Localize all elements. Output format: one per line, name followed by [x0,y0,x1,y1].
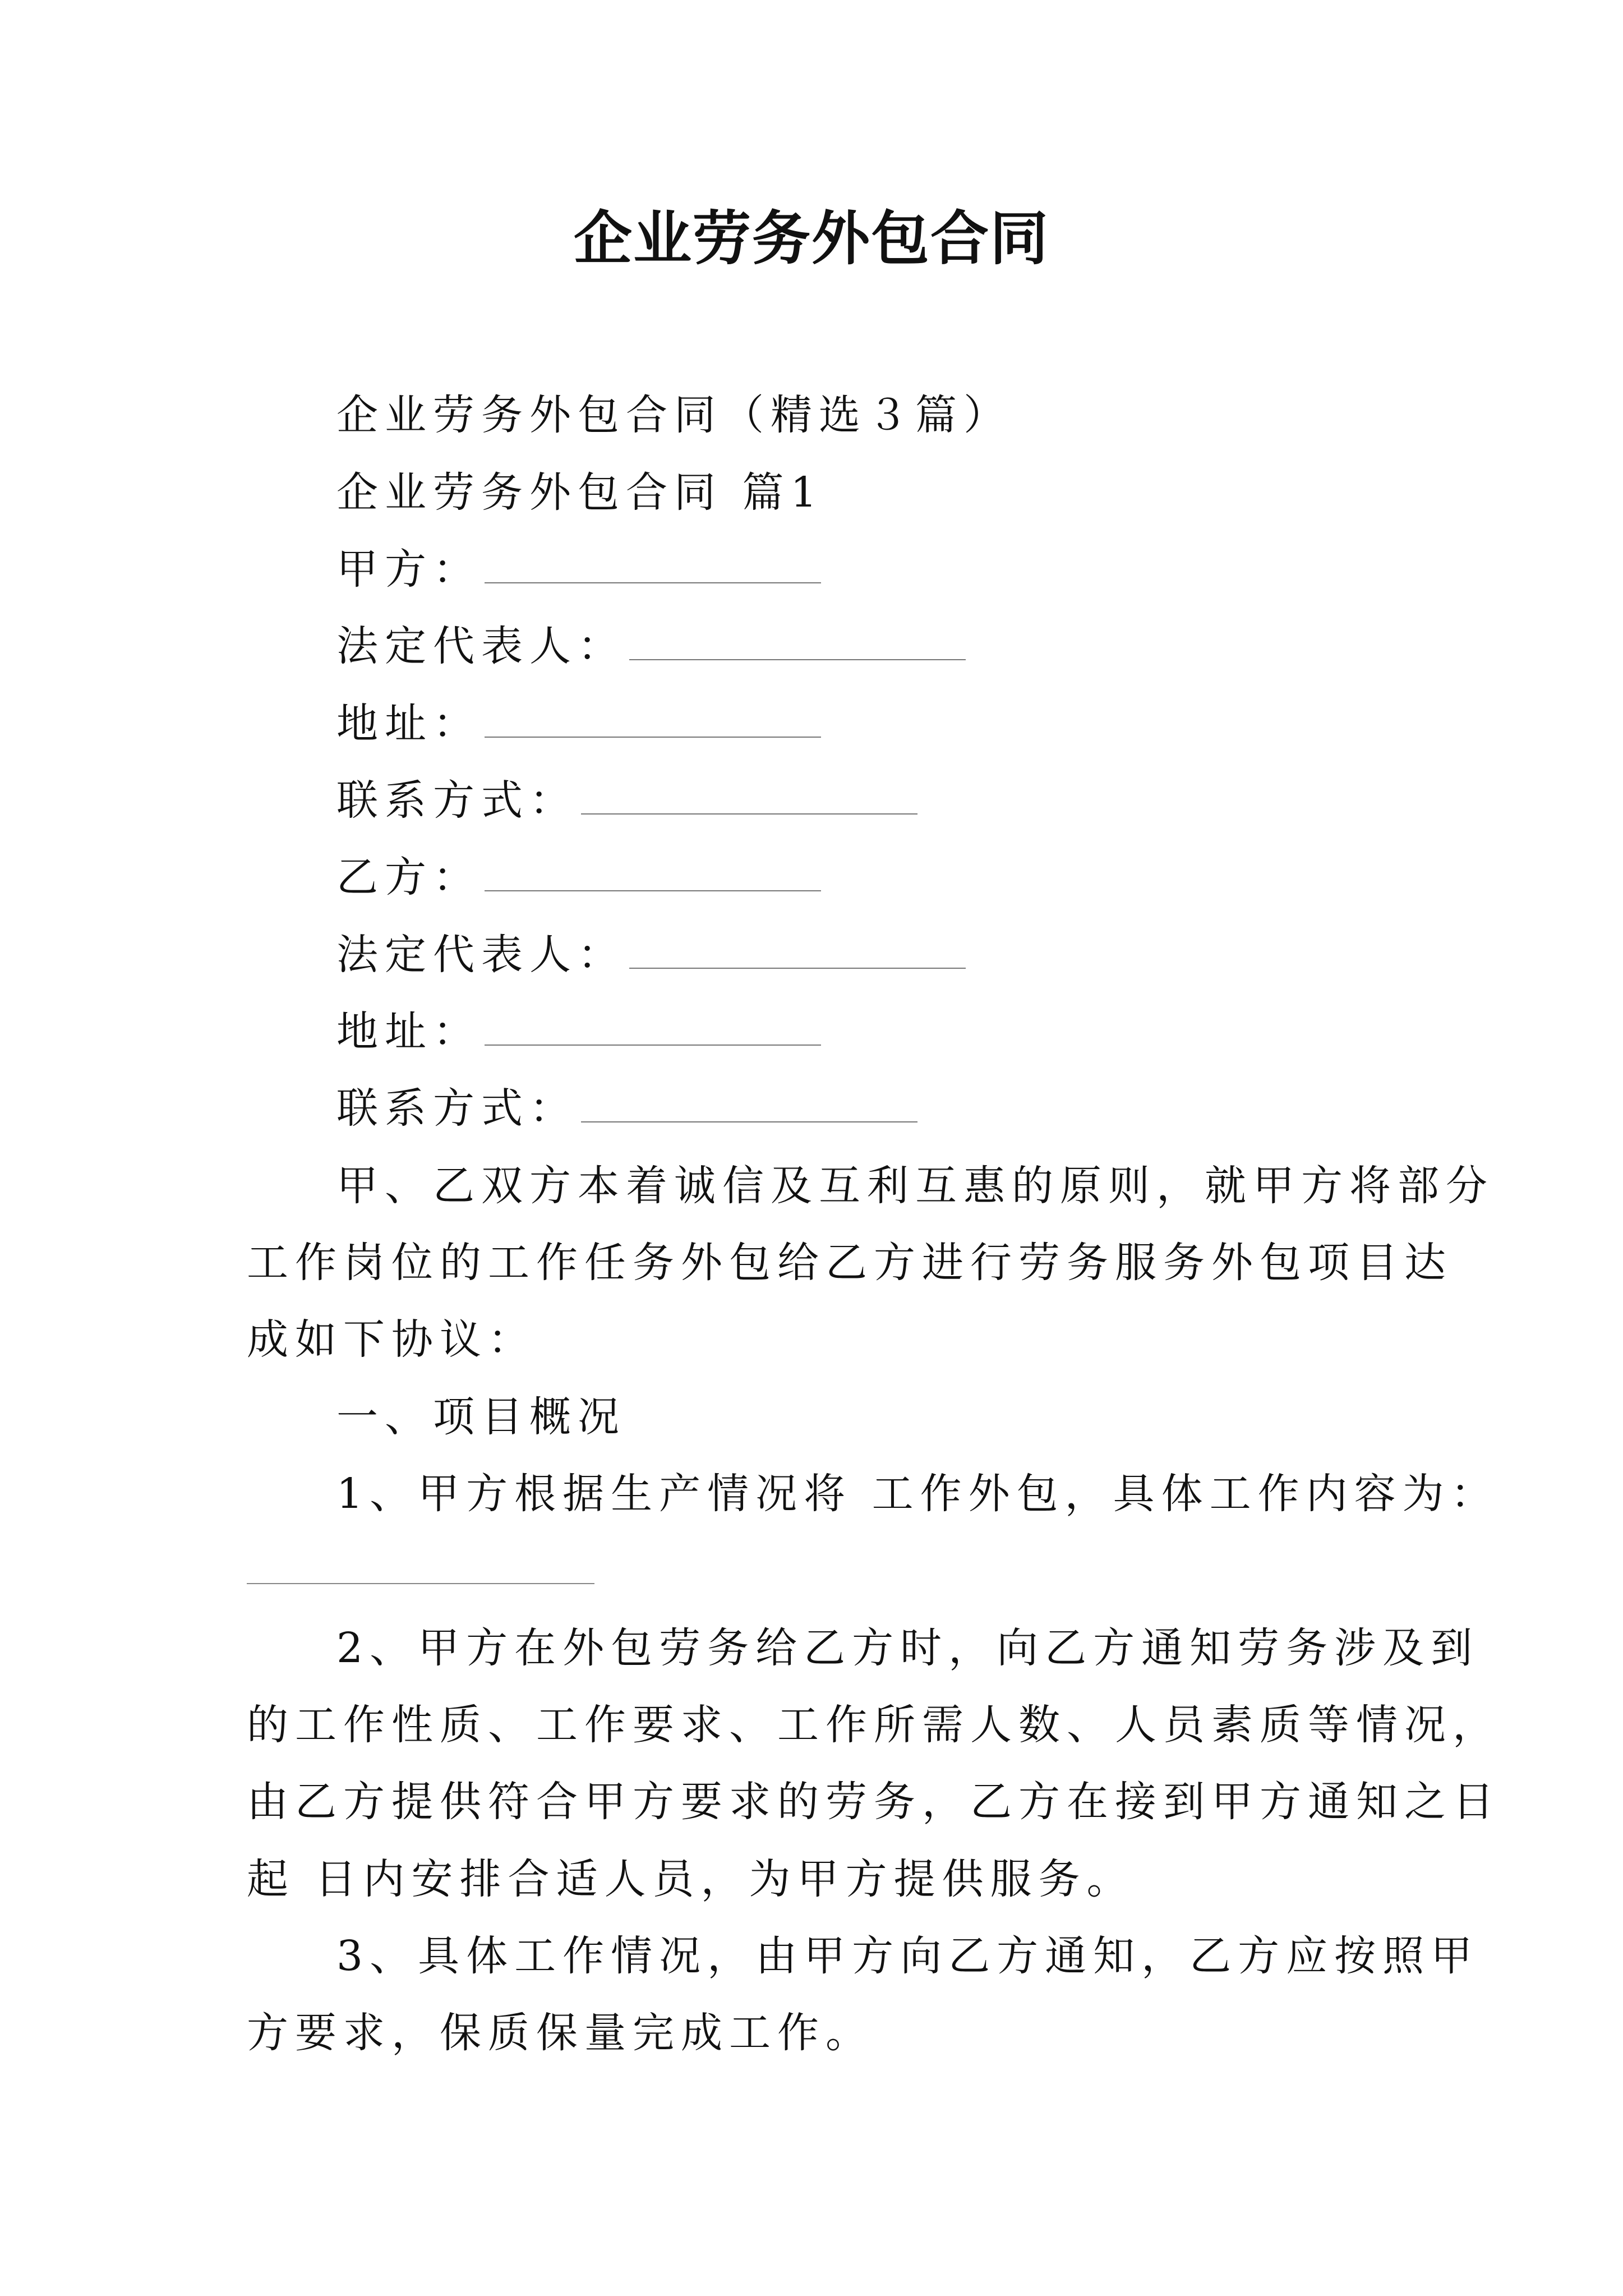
party-a-representative-blank [629,627,966,660]
intro-line-2: 工作岗位的工作任务外包给乙方进行劳务服务外包项目达 [247,1239,1453,1287]
party-a-address-row [336,696,821,752]
clause-2-line-1: 2、甲方在外包劳务给乙方时，向乙方通知劳务涉及到 [336,1624,1479,1672]
clause-2-line-2: 的工作性质、工作要求、工作所需人数、人员素质等情况， [247,1701,1501,1749]
party-b-contact-label: 联系方式： [336,1084,578,1133]
intro-line-1: 甲、乙双方本着诚信及互利互惠的原则，就甲方将部分 [336,1162,1494,1210]
party-a-contact-label: 联系方式： [336,776,578,825]
party-b-contact-blank [581,1089,917,1122]
party-a-contact-row [336,772,917,829]
party-a-representative-row [336,618,966,674]
section-heading: 企业劳务外包合同 篇1 [336,468,824,517]
clause-2-line-3: 由乙方提供符合甲方要求的劳务，乙方在接到甲方通知之日 [247,1778,1501,1826]
party-b-blank [485,858,821,891]
party-b-representative-label: 法定代表人： [336,931,626,979]
party-a-label: 甲方： [336,545,481,593]
clause-3-line-1: 3、具体工作情况，由甲方向乙方通知，乙方应按照甲 [336,1932,1479,1980]
intro-line-3: 成如下协议： [247,1315,536,1364]
party-b-label: 乙方： [336,853,481,901]
party-b-representative-blank [629,935,966,969]
party-b-address-label: 地址： [336,1007,481,1056]
party-a-blank [485,550,821,583]
party-a-address-blank [485,704,821,738]
party-b-address-blank [485,1012,821,1046]
section-one-heading: 一、项目概况 [336,1393,626,1441]
clause-1-line-1: 1、甲方根据生产情况将 工作外包，具体工作内容为： [336,1470,1499,1518]
party-a-contact-blank [581,781,917,815]
party-a-address-label: 地址： [336,700,481,748]
document-subtitle: 企业劳务外包合同（精选３篇） [336,391,1012,439]
party-a-row [336,541,821,597]
clause-1-blank-line [247,1583,594,1584]
document-title: 企业劳务外包合同 [573,204,1049,273]
party-a-representative-label: 法定代表人： [336,622,626,670]
party-b-contact-row [336,1080,917,1137]
party-b-representative-row [336,927,966,983]
party-b-address-row [336,1004,821,1060]
party-b-row [336,849,821,905]
clause-3-line-2: 方要求，保质保量完成工作。 [247,2009,874,2057]
clause-2-line-4: 起 日内安排合适人员，为甲方提供服务。 [247,1855,1135,1903]
